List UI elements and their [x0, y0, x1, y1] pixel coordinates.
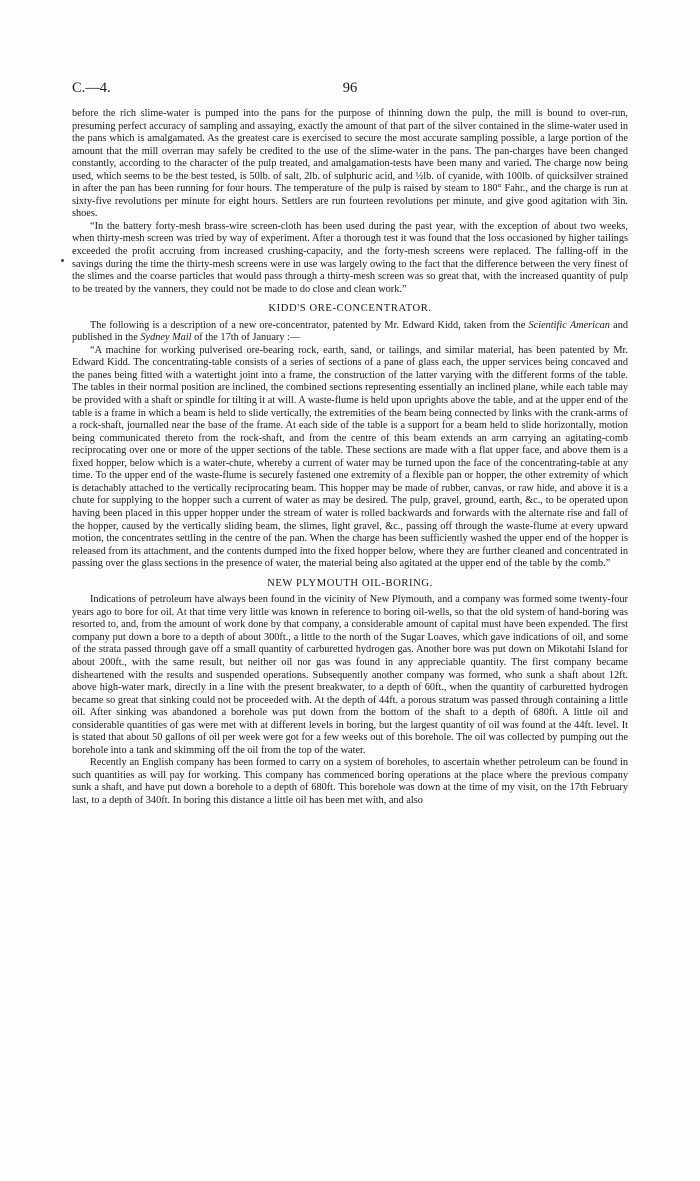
paragraph: Recently an English company has been formed to carry on a system of boreholes, to ascertain whether petroleum can be found in such quantities as will pay for working. This company has commenced boring operations at the place where the previous company sunk a shaft, and have put down a borehole to a depth of 680ft. This borehole was down at the time of my visit, on the 17th February last, to a depth of 340ft. In boring this distance a little oil has been met with, and also	[72, 757, 628, 806]
intro-text: of the 17th of January :—	[191, 332, 301, 344]
periodical-title: Sydney Mail	[140, 332, 192, 344]
section-heading: NEW PLYMOUTH OIL-BORING.	[267, 577, 433, 589]
page-body	[72, 108, 628, 808]
intro-text: The following is a description of a new ore-concentrator, patented by Mr. Edward Kidd, taken from the	[90, 319, 529, 331]
paragraph: Indications of petroleum have always been found in the vicinity of New Plymouth, and a company was formed some twenty-four years ago to bore for oil. At that time very little was known in reference to boring oil-wells, so that the old system of hand-boring was resorted to, and, from the amount of work done by that company, a considerable amount of capital must have been expended. The first company put down a bore to a depth of about 300ft., a little to the north of the Sugar Loaves, which gave indications of oil, and some of the strata passed through gave off a small quantity of carburetted hydrogen gas. Another bore was put down on Mikotahi Island for about 200ft., with the same result, but neither oil nor gas was found in any appreciable quantity. The first company became disheartened with the results and suspended operations. Subsequently another company was formed, who sunk a shaft about 12ft. above high-water mark, directly in a line with the present breakwater, to a depth of 60ft., when the quantity of carburetted hydrogen became so great that sinking could not be proceeded with. At the depth of 44ft. a porous stratum was passed through containing a little oil. After sinking was abandoned a borehole was put down from the bottom of the shaft to a depth of 680ft. A little oil and considerable quantities of gas were met with at different levels in boring, but the largest quantity of oil was found at the 44ft. level. It is stated that about 50 gallons of oil per week were got for a few weeks out of this borehole. The oil was collected by pumping out the borehole into a tank and skimming off the oil from the top of the water.	[72, 594, 628, 756]
intro-paragraph	[72, 320, 628, 345]
page-number: 96	[342, 80, 358, 96]
page-header	[72, 80, 628, 98]
report-reference: C.—4.	[72, 80, 111, 96]
intro-text: and published in the	[72, 319, 628, 344]
continued-section	[72, 108, 628, 296]
oil-boring-section	[72, 578, 628, 808]
paragraph: before the rich slime-water is pumped into the pans for the purpose of thinning down the pulp, the mill is bound to over-run, presuming perfect accuracy of sampling and assaying, exactly the amount of that part of the silver contained in the slime-water used in the pans which is amalgamated. As the greatest care is exercised to secure the most accurate sampling possible, a large portion of the amount that the mill overran may safely be credited to the use of the slime-water in the pans. The pan-charges have been changed constantly, according to the character of the pulp treated, and amalgamation-tests have been many and varied. The charge now being used, which seems to be the best tested, is 50lb. of salt, 2lb. of sulphuric acid, and ½lb. of cyanide, with 100lb. of quicksilver strained in after the pan has been running for four hours. The temperature of the pulp is raised by steam to 180° Fahr., and the charge is run at sixty-five revolutions per minute for eight hours. Settlers are run fourteen revolutions per minute, and give good agitation with 3in. shoes.	[72, 108, 628, 220]
margin-mark	[61, 259, 64, 262]
kidd-concentrator-section	[72, 303, 628, 570]
periodical-title: Scientific American	[528, 319, 610, 331]
paragraph: “In the battery forty-mesh brass-wire screen-cloth has been used during the past year, with the exception of about two weeks, when thirty-mesh screen was tried by way of experiment. After a thorough test it was found that the loss occasioned by higher tailings exceeded the profit accruing from increased crushing-capacity, and the forty-mesh screens were replaced. The falling-off in the savings during the time the thirty-mesh screens were in use was largely owing to the fact that the difference between the very finest of the slimes and the coarse particles that would pass through a thirty-mesh screen was so great that, with the increased quantity of pulp to be treated by the vanners, they could not be made to do close and clean work.”	[72, 220, 628, 295]
paragraph: “A machine for working pulverised ore-bearing rock, earth, sand, or tailings, and similar material, has been patented by Mr. Edward Kidd. The concentrating-table consists of a series of sections of a pane of glass each, the upper services being concaved and the panes being fitted with a watertight joint into a frame, the construction of the latter varying with the different forms of the table. The tables in their normal position are inclined, the combined sections representing essentially an inclined plane, while each table may be provided with a shaft or spindle for tilting it at will. A waste-flume is held upon uprights above the table, and at the upper end of the table is a frame in which a beam is held to slide vertically, the extremities of the beam being connected by links with the crank-arms of a rock-shaft, journalled near the base of the frame. At each side of the table is a support for a beam held to slide horizontally, motion being communicated thereto from the rock-shaft, and from the centre of this beam extends an arm carrying an agitating-comb reciprocating over one or more of the upper sections of the table. These sections are made with a flat upper face, and above them is a fixed hopper, below which is a water-chute, whereby a current of water may be turned upon the face of the concentrating-table at any time. To the upper end of the waste-flume is securely fastened one extremity of a flexible pan or hopper, the other extremity of which is detachably attached to the vertically reciprocating beam. This hopper may be made of rubber, canvas, or raw hide, and above it is a chute for supplying to the hopper such a current of water as may be desired. The pulp, gravel, ground, earth, &c., to be operated upon having been placed in this upper hopper under the stream of water is rolled backwards and forwards with the alternate rise and fall of the hopper, caused by the vertically sliding beam, the slimes, light gravel, &c., passing off through the waste-flume at every upward motion, the concentrates settling in the centre of the pan. When the charge has been sufficiently washed the upper end of the hopper is released from its attachment, and the contents dumped into the fixed hopper below, where they are further cleaned and concentrated in passing over the glass sections in the presence of water, the material being also agitated at the upper end of the table by the comb.”	[72, 344, 628, 570]
section-heading: KIDD'S ORE-CONCENTRATOR.	[268, 303, 432, 315]
